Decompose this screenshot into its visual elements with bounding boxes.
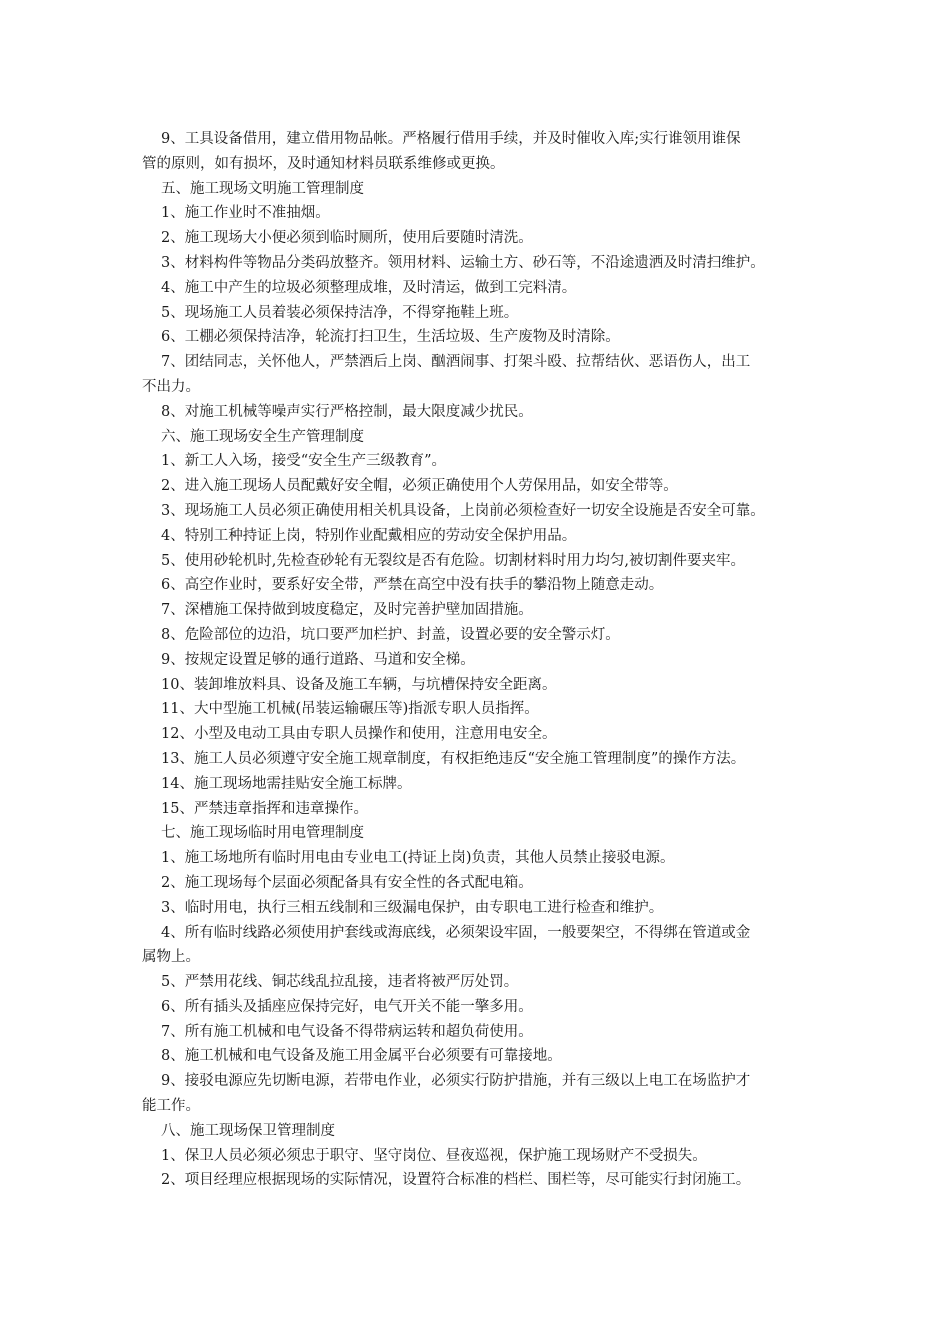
text-line: 5、现场施工人员着装必须保持洁净，不得穿拖鞋上班。: [161, 304, 519, 321]
text-line: 3、材料构件等物品分类码放整齐。领用材料、运输土方、砂石等，不沿途遗洒及时清扫维护。: [161, 254, 765, 271]
text-line: 7、深槽施工保持做到坡度稳定，及时完善护壁加固措施。: [161, 602, 533, 619]
text-line: 5、使用砂轮机时,先检查砂轮有无裂纹是否有危险。切割材料时用力均匀,被切割件要夹牢。: [161, 552, 745, 569]
text-line: 9、工具设备借用，建立借用物品帐。严格履行借用手续，并及时催收入库;实行谁领用谁保: [161, 131, 741, 147]
text-line: 5、严禁用花线、铜芯线乱拉乱接，违者将被严厉处罚。: [161, 974, 519, 991]
text-line: 10、装卸堆放料具、设备及施工车辆，与坑槽保持安全距离。: [161, 676, 557, 693]
text-line: 12、小型及电动工具由专职人员操作和使用，注意用电安全。: [161, 726, 557, 743]
document-body: [142, 127, 818, 1193]
text-line: 1、施工场地所有临时用电由专业电工(持证上岗)负责，其他人员禁止接驳电源。: [161, 850, 675, 867]
text-line: 3、现场施工人员必须正确使用相关机具设备，上岗前必须检查好一切安全设施是否安全可靠。: [161, 502, 765, 519]
text-line: 4、所有临时线路必须使用护套线或海底线，必须架设牢固，一般要架空，不得绑在管道或金: [161, 924, 751, 941]
text-line: 4、施工中产生的垃圾必须整理成堆，及时清运，做到工完料清。: [161, 279, 577, 296]
text-line: 1、保卫人员必须必须忠于职守、坚守岗位、昼夜巡视，保护施工现场财产不受损失。: [161, 1147, 707, 1164]
text-line: 3、临时用电，执行三相五线制和三级漏电保护，由专职电工进行检查和维护。: [161, 899, 664, 916]
text-line: 八、施工现场保卫管理制度: [161, 1122, 335, 1139]
text-line: 6、所有插头及插座应保持完好，电气开关不能一擎多用。: [161, 998, 533, 1015]
text-line: 8、对施工机械等噪声实行严格控制，最大限度减少扰民。: [161, 403, 533, 420]
text-line: 七、施工现场临时用电管理制度: [161, 825, 364, 842]
text-line: 9、接驳电源应先切断电源，若带电作业，必须实行防护措施，并有三级以上电工在场监护才: [161, 1073, 751, 1090]
text-line: 六、施工现场安全生产管理制度: [161, 428, 364, 445]
text-line: 五、施工现场文明施工管理制度: [161, 180, 364, 197]
text-line: 9、按规定设置足够的通行道路、马道和安全梯。: [161, 651, 475, 668]
text-line: 2、施工现场每个层面必须配备具有安全性的各式配电箱。: [161, 874, 533, 891]
text-line: 4、特别工种持证上岗，特别作业配戴相应的劳动安全保护用品。: [161, 527, 577, 544]
text-line: 11、大中型施工机械(吊装运输碾压等)指派专职人员指挥。: [161, 701, 539, 718]
text-line: 管的原则，如有损坏，及时通知材料员联系维修或更换。: [142, 155, 505, 172]
text-line: 15、严禁违章指挥和违章操作。: [161, 800, 368, 817]
text-line: 2、进入施工现场人员配戴好安全帽，必须正确使用个人劳保用品，如安全带等。: [161, 478, 678, 495]
text-line: 1、施工作业时不准抽烟。: [161, 205, 330, 222]
text-line: 8、危险部位的边沿，坑口要严加栏护、封盖，设置必要的安全警示灯。: [161, 626, 620, 643]
text-line: 2、项目经理应根据现场的实际情况，设置符合标准的档栏、围栏等，尽可能实行封闭施工。: [161, 1172, 751, 1189]
text-line: 2、施工现场大小便必须到临时厕所，使用后要随时清洗。: [161, 230, 533, 247]
text-line: 6、高空作业时，要系好安全带，严禁在高空中没有扶手的攀沿物上随意走动。: [161, 577, 664, 594]
text-line: 1、新工人入场，接受“安全生产三级教育”。: [161, 453, 447, 470]
text-line: 8、施工机械和电气设备及施工用金属平台必须要有可靠接地。: [161, 1048, 562, 1065]
text-line: 7、所有施工机械和电气设备不得带病运转和超负荷使用。: [161, 1023, 533, 1040]
text-line: 13、施工人员必须遵守安全施工规章制度，有权拒绝违反“安全施工管理制度”的操作方法。: [161, 750, 746, 767]
text-line: 7、团结同志，关怀他人，严禁酒后上岗、酗酒闹事、打架斗殴、拉帮结伙、恶语伤人，出工: [161, 354, 751, 371]
text-line: 能工作。: [142, 1098, 200, 1115]
text-line: 6、工棚必须保持洁净，轮流打扫卫生，生活垃圾、生产废物及时清除。: [161, 329, 620, 346]
text-line: 属物上。: [142, 949, 200, 966]
text-line: 14、施工现场地需挂贴安全施工标牌。: [161, 775, 412, 792]
text-line: 不出力。: [142, 378, 200, 395]
